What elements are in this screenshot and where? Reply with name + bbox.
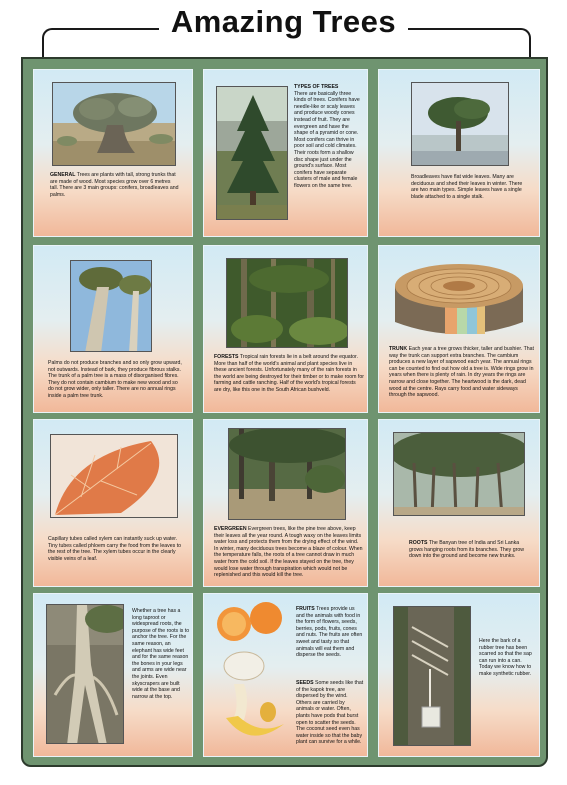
general-text: GENERAL Trees are plants with tall, strong trunks that are made of wood. Most species grow over 6 metres tall. There are 3 main groups: conifers, broadleaves and palms. — [50, 172, 179, 198]
panel-types-of-trees — [203, 69, 368, 237]
panel-roots — [378, 419, 540, 587]
title-banner — [20, 0, 547, 58]
seeds-text: SEEDS Some seeds like that of the kapok tree, are dispersed by the wind. Others are carried by animals or water. Often, plants have pods that burst open to scatter the seeds. The coconut seed even has water inside so that the baby plant can survive for a while. — [296, 680, 364, 746]
page-title: Amazing Trees — [20, 4, 547, 40]
rain-forest-photo — [226, 258, 348, 348]
types-text: TYPES OF TREES There are basically three kinds of trees. Conifers have needle-like or scaly leaves and produce woody cones instead of fruit. They are evergreen and have the shape of a pyramid or cone. Most conifers can thrive in poor soil and cold climates. Their roots form a shallow disc shape just under the ground's surface. Most conifers have separate clusters of male and female flowers on the same tree. — [294, 84, 360, 189]
trunk-cross-section-illustration — [389, 256, 529, 340]
panel-evergreen — [203, 419, 368, 587]
trunk-text: TRUNK Each year a tree grows thicker, taller and bushier. That way the trunk can support extra branches. The cambium produces a new layer of sapwood each year. The annual rings can be counted to find out how old a tree is. Wide rings grow in years when there is plenty of rain. In dry years the rings are narrow and close together. The heartwood is the dark, dead wood at the centre. Rays carry food and water sideways through the sapwood. — [389, 346, 534, 399]
baobab-tree-photo — [52, 82, 176, 166]
fruits-text: FRUITS Trees provide us and the animals with food in the form of flowers, seeds, berries, pods, fruits, cones and nuts. The fruits are often sweet and tasty so that animals will eat them and disperse the seeds. — [296, 606, 363, 659]
poster-board — [21, 57, 548, 767]
tree-roots-temple-photo — [46, 604, 124, 744]
palm-trees-photo — [70, 260, 152, 352]
leaf-veins-photo — [50, 434, 178, 518]
evergreen-text: EVERGREEN Evergreen trees, like the pine tree above, keep their leaves all the year round. A tough waxy on the leaves limits water loss and protects them from the drying effect of the wind. In winter, many deciduous trees become a blaze of colour. When the temperature falls, the roots of a tree cannot draw in much water from the cold soil. If the leaves stayed on the tree, they would lose water through transpiration which would not be replenished and this would kill the tree. — [214, 526, 363, 579]
conifer-photo — [216, 86, 288, 220]
rubber-text: Here the bark of a rubber tree has been scarred so that the sap can run into a can. Today we know how to make synthetic rubber. — [479, 638, 532, 677]
fruits-illustration — [210, 600, 294, 750]
panel-capillary — [33, 419, 193, 587]
panel-palms — [33, 245, 193, 413]
capillary-text: Capillary tubes called xylem can instantly suck up water. Tiny tubes called phloem carry the food from the leaves to the rest of the tree. The xylem tubes occur in the clearly visible veins of a leaf. — [48, 536, 182, 562]
forests-text: FORESTS Tropical rain forests lie in a belt around the equator. More than half of the world's animal and plant species live in these ancient forests. Unfortunately many of the rain forests in the world are being destroyed for their timber or to make room for farming and cattle ranching. Half of the world's tropical forests are dry, like this one in the South African bushveld. — [214, 354, 364, 393]
taproot-text: Whether a tree has a long taproot or widespread roots, the purpose of the roots is to anchor the tree. For the same reason, an elephant has wide feet and for the same reason the bones in your legs and arms are wide near the joints. Even skyscrapers are built wide at the base and narrow at the top. — [132, 608, 190, 700]
panel-broadleaves — [378, 69, 540, 237]
panel-taproot — [33, 593, 193, 757]
roots-text: ROOTS The Banyan tree of India and Sri Lanka grows hanging roots from its branches. They grow down into the ground and become new trunks. — [409, 540, 524, 560]
panel-general — [33, 69, 193, 237]
rubber-tree-photo — [393, 606, 471, 746]
banyan-tree-photo — [393, 432, 525, 516]
panel-forests — [203, 245, 368, 413]
evergreen-forest-photo — [228, 428, 346, 520]
broadleaves-text: Broadleaves have flat wide leaves. Many are deciduous and shed their leaves in winter. There are two main types. Simple leaves have a single blade attached to a single stalk. — [411, 174, 523, 200]
panel-trunk — [378, 245, 540, 413]
panel-fruits-seeds — [203, 593, 368, 757]
panel-rubber — [378, 593, 540, 757]
palms-text: Palms do not produce branches and so only grow upward, not outwards. Instead of bark, they produce fibrous stalks. The trunk of a palm tree is a mass of disorganised fibres. They do not contain cambium to make new wood and so do not grow wider, only taller. There are no annual rings inside a palm tree trunk. — [48, 360, 182, 399]
broadleaf-tree-photo — [411, 82, 509, 166]
